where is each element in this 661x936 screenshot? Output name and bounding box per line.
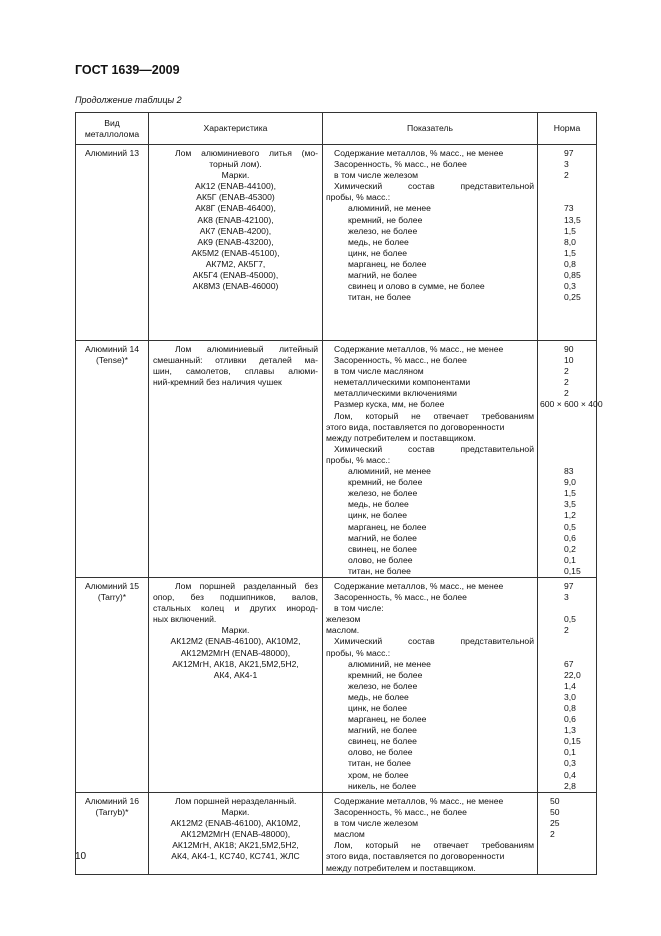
- indicator-cell: [323, 145, 538, 341]
- indicator-line: магний, не более: [348, 270, 417, 281]
- scrap-type-cell: [76, 341, 149, 578]
- indicator-line: медь, не более: [348, 499, 409, 510]
- characteristic-line: шин, самолетов, сплавы алюми-: [153, 366, 318, 377]
- scrap-type-alias: (Tarry)*: [97, 592, 127, 603]
- norm-value: 2,8: [564, 780, 576, 791]
- norm-value: 8,0: [564, 236, 576, 247]
- characteristic-line: АК7 (ENAB-4200),: [199, 225, 272, 236]
- characteristic-line: ных включений.: [153, 614, 217, 625]
- characteristic-line: АК12М2МгН (ENAB-48000),: [180, 647, 291, 658]
- norm-value: 13,5: [564, 214, 581, 225]
- norm-value: 1,4: [564, 680, 576, 691]
- indicator-line: металлическими включениями: [334, 388, 457, 399]
- norm-value: 3,0: [564, 691, 576, 702]
- norm-value: [540, 422, 594, 433]
- norm-value: 9,0: [564, 477, 576, 488]
- indicator-line: никель, не более: [348, 780, 417, 791]
- norm-value: 0,6: [564, 532, 576, 543]
- scrap-type-cell: [76, 145, 149, 341]
- norm-value: 0,3: [564, 758, 576, 769]
- characteristic-line: АК8 (ENAB-42100),: [197, 214, 274, 225]
- norm-value: [540, 411, 594, 422]
- norm-value: 3,5: [564, 499, 576, 510]
- norm-value: 2: [564, 366, 569, 377]
- characteristic-line: Марки.: [221, 807, 250, 818]
- norm-value: 2: [564, 170, 569, 181]
- norm-value: 0,5: [564, 521, 576, 532]
- norm-value: 0,15: [564, 565, 581, 576]
- indicator-line: железо, не более: [348, 488, 418, 499]
- column-header-characteristic: Характеристика: [149, 113, 323, 145]
- characteristic-line: Лом алюминиевый литейный: [175, 344, 318, 354]
- characteristic-line: смешанный: отливки деталей ма-: [153, 355, 318, 366]
- indicator-line: Химический состав представительной: [334, 636, 534, 647]
- characteristic-line: АК4, АК4-1: [213, 669, 258, 680]
- characteristic-line: Марки.: [221, 625, 250, 636]
- table-header-row: [76, 113, 597, 145]
- norm-value: 1,2: [564, 510, 576, 521]
- characteristic-line: АК9 (ENAB-43200),: [197, 236, 274, 247]
- norm-cell: [538, 145, 597, 341]
- characteristic-line: Марки.: [221, 170, 250, 181]
- indicator-line: железом: [326, 614, 361, 625]
- norm-value: 0,6: [564, 714, 576, 725]
- indicator-line: алюминий, не менее: [348, 466, 431, 477]
- norm-value: 3: [564, 592, 569, 603]
- norm-value: 2: [564, 388, 569, 399]
- characteristic-line: АК12МгН, АК18; АК21,5М2,5Н2,: [172, 840, 299, 851]
- norm-value: 90: [564, 344, 574, 354]
- norm-value: [540, 840, 594, 851]
- scrap-type-alias: (Tense)*: [96, 355, 128, 366]
- norm-value: 0,4: [564, 769, 576, 780]
- characteristic-cell: [149, 577, 323, 792]
- scrap-type-name: Алюминий 14: [84, 344, 140, 354]
- indicator-line: Лом, который не отвечает требованиям: [334, 410, 534, 421]
- characteristic-line: опор, без подшипников, валов,: [153, 592, 318, 603]
- indicator-line: свинец, не более: [348, 543, 417, 554]
- indicator-line: кремний, не более: [348, 214, 423, 225]
- norm-value: 1,3: [564, 725, 576, 736]
- indicator-line: железо, не более: [348, 680, 418, 691]
- norm-value: [540, 863, 594, 874]
- characteristic-line: Лом поршней разделанный без: [175, 580, 318, 591]
- indicator-line: Лом, который не отвечает требованиям: [334, 840, 534, 851]
- norm-value: 600 × 600 × 400: [540, 399, 603, 410]
- characteristic-cell: [149, 145, 323, 341]
- characteristic-line: АК5Г4 (ENAB-45000),: [192, 270, 279, 281]
- indicator-line: этого вида, поставляется по договоренности: [326, 421, 505, 432]
- indicator-line: пробы, % масс.:: [326, 454, 391, 465]
- scrap-type-name: Алюминий 15: [84, 580, 140, 591]
- norm-value: 50: [550, 807, 560, 818]
- characteristic-line: АК4, АК4-1, КС740, КС741, ЖЛС: [171, 851, 300, 862]
- norm-value: 97: [564, 580, 574, 591]
- characteristic-line: Лом поршней неразделанный.: [175, 795, 297, 806]
- indicator-line: пробы, % масс.:: [326, 192, 391, 203]
- indicator-line: цинк, не более: [348, 247, 408, 258]
- norm-value: 0,8: [564, 258, 576, 269]
- norm-value: 3: [564, 159, 569, 170]
- norm-value: 1,5: [564, 225, 576, 236]
- indicator-line: титан, не более: [348, 565, 411, 576]
- indicator-line: неметаллическими компонентами: [334, 377, 471, 388]
- indicator-line: олово, не более: [348, 747, 413, 758]
- scrap-type-alias: (Tarryb)*: [95, 807, 129, 818]
- norm-value: 0,5: [564, 614, 576, 625]
- norm-value: 0,25: [564, 292, 581, 303]
- indicator-line: хром, не более: [348, 769, 409, 780]
- table-row: [76, 145, 597, 341]
- indicator-line: титан, не более: [348, 758, 411, 769]
- norm-value: 73: [564, 203, 574, 214]
- indicator-line: медь, не более: [348, 691, 409, 702]
- characteristic-line: АК12 (ENAB-44100),: [195, 181, 276, 192]
- indicator-line: Засоренность, % масс., не более: [334, 807, 467, 818]
- indicator-line: свинец, не более: [348, 736, 417, 747]
- norm-value: 25: [550, 818, 560, 829]
- indicator-line: алюминий, не менее: [348, 658, 431, 669]
- indicator-line: кремний, не более: [348, 669, 423, 680]
- indicator-line: Засоренность, % масс., не более: [334, 355, 467, 366]
- characteristic-line: торный лом).: [209, 159, 262, 170]
- indicator-line: цинк, не более: [348, 510, 408, 521]
- characteristic-cell: [149, 792, 323, 874]
- norm-value: 2: [550, 829, 555, 840]
- norm-value: [540, 181, 594, 192]
- norm-value: 50: [550, 795, 560, 806]
- norm-value: 0,15: [564, 736, 581, 747]
- indicator-line: Размер куска, мм, не более: [334, 399, 445, 410]
- column-header-norm: Норма: [538, 113, 597, 145]
- indicator-line: магний, не более: [348, 532, 417, 543]
- norm-value: 0,3: [564, 281, 576, 292]
- norm-value: 2: [564, 625, 569, 636]
- indicator-line: титан, не более: [348, 292, 411, 303]
- norm-value: [540, 455, 594, 466]
- indicator-line: алюминий, не менее: [348, 203, 431, 214]
- norm-value: 22,0: [564, 669, 581, 680]
- indicator-line: Засоренность, % масс., не более: [334, 592, 467, 603]
- indicator-line: свинец и олово в сумме, не более: [348, 281, 485, 292]
- norm-value: 0,8: [564, 703, 576, 713]
- norm-cell: [538, 341, 603, 578]
- indicator-line: Содержание металлов, % масс., не менее: [334, 580, 504, 591]
- indicator-line: маслом: [334, 829, 365, 840]
- column-header-type: Вид металлолома: [76, 113, 149, 145]
- characteristic-line: АК5М2 (ENAB-45100),: [191, 247, 280, 258]
- indicator-line: кремний, не более: [348, 477, 423, 488]
- scrap-type-cell: [76, 577, 149, 792]
- indicator-line: марганец, не более: [348, 521, 427, 532]
- characteristic-line: АК5Г (ENAB-45300): [196, 192, 275, 203]
- table-row: [76, 577, 597, 792]
- document-header: ГОСТ 1639—2009: [75, 63, 180, 77]
- scrap-type-name: Алюминий 16: [84, 795, 140, 806]
- characteristic-line: стальных колец и других инород-: [153, 603, 318, 614]
- indicator-line: цинк, не более: [348, 703, 408, 713]
- norm-value: 0,85: [564, 270, 581, 281]
- norm-value: 2: [564, 377, 569, 388]
- indicator-line: Содержание металлов, % масс., не менее: [334, 148, 504, 158]
- indicator-line: марганец, не более: [348, 258, 427, 269]
- scrap-type-name: Алюминий 13: [84, 148, 140, 158]
- indicator-line: Содержание металлов, % масс., не менее: [334, 795, 504, 806]
- indicator-line: магний, не более: [348, 725, 417, 736]
- norm-value: 97: [564, 148, 574, 158]
- norm-value: 1,5: [564, 488, 576, 499]
- indicator-line: в том числе железом: [334, 818, 419, 829]
- indicator-line: в том числе масляном: [334, 366, 424, 377]
- characteristic-line: АК12М2 (ENAB-46100), АК10М2,: [170, 636, 301, 647]
- norm-value: [540, 648, 594, 659]
- scrap-type-cell: [76, 792, 149, 874]
- indicator-line: в том числе железом: [334, 170, 419, 181]
- indicator-line: олово, не более: [348, 554, 413, 565]
- indicator-line: Засоренность, % масс., не более: [334, 159, 467, 170]
- page-number: 10: [75, 851, 87, 862]
- characteristic-line: АК7М2, АК5Г7,: [205, 258, 266, 269]
- norm-value: [540, 444, 594, 455]
- indicator-line: медь, не более: [348, 236, 409, 247]
- indicator-cell: [323, 577, 538, 792]
- norm-value: [540, 192, 594, 203]
- indicator-cell: [323, 792, 538, 874]
- norm-value: 0,1: [564, 554, 576, 565]
- norm-value: 0,1: [564, 747, 576, 758]
- characteristic-line: АК8Г (ENAB-46400),: [195, 203, 276, 214]
- norm-cell: [538, 577, 597, 792]
- scrap-table: [75, 112, 603, 875]
- table-row: [76, 792, 597, 874]
- norm-cell: [538, 792, 597, 874]
- characteristic-line: ний-кремний без наличия чушек: [153, 377, 282, 388]
- norm-value: [540, 851, 594, 862]
- indicator-line: марганец, не более: [348, 714, 427, 725]
- indicator-line: между потребителем и поставщиком.: [326, 432, 476, 443]
- characteristic-line: АК12МгН, АК18, АК21,5М2,5Н2,: [172, 658, 299, 669]
- norm-value: [540, 603, 594, 614]
- indicator-line: между потребителем и поставщиком.: [326, 862, 476, 873]
- characteristic-line: АК12М2МгН (ENAB-48000),: [180, 829, 291, 840]
- indicator-line: пробы, % масс.:: [326, 647, 391, 658]
- table-caption: Продолжение таблицы 2: [75, 95, 182, 105]
- indicator-line: железо, не более: [348, 225, 418, 236]
- indicator-cell: [323, 341, 538, 578]
- indicator-line: Содержание металлов, % масс., не менее: [334, 344, 504, 354]
- norm-value: 83: [564, 466, 574, 477]
- norm-value: 1,5: [564, 247, 576, 258]
- table-row: [76, 341, 597, 578]
- characteristic-line: АК12М2 (ENAB-46100), АК10М2,: [170, 818, 301, 829]
- norm-value: 0,2: [564, 543, 576, 554]
- norm-value: [540, 636, 594, 647]
- norm-value: 10: [564, 355, 574, 366]
- norm-value: [540, 433, 594, 444]
- indicator-line: маслом.: [326, 625, 360, 636]
- characteristic-line: АК8М3 (ENAB-46000): [192, 281, 279, 292]
- characteristic-cell: [149, 341, 323, 578]
- column-header-indicator: Показатель: [323, 113, 538, 145]
- characteristic-line: Лом алюминиевого литья (мо-: [175, 148, 318, 158]
- indicator-line: Химический состав представительной: [334, 181, 534, 192]
- norm-value: 67: [564, 658, 574, 669]
- indicator-line: Химический состав представительной: [334, 443, 534, 454]
- indicator-line: этого вида, поставляется по договоренности: [326, 851, 505, 862]
- indicator-line: в том числе:: [334, 603, 384, 614]
